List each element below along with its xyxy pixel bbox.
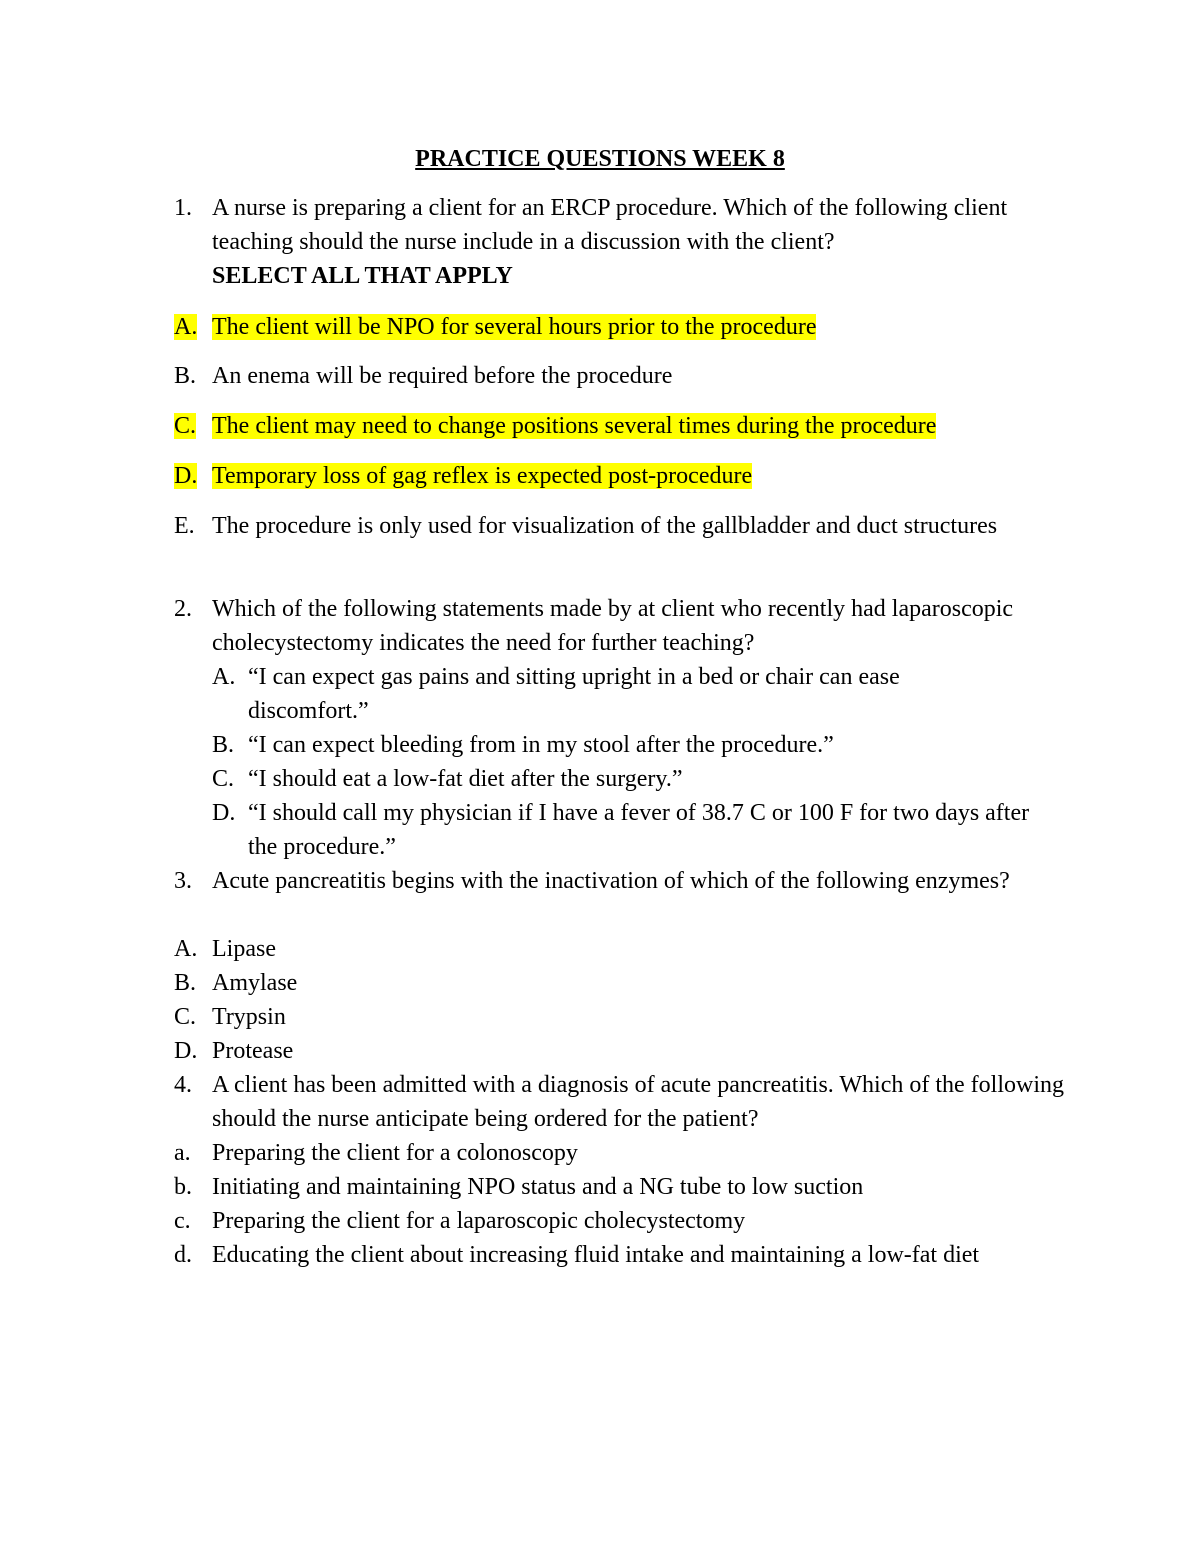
option-text: The procedure is only used for visualization of the gallbladder and duct structures: [212, 513, 998, 539]
option-text: Temporary loss of gag reflex is expected post-procedure: [212, 463, 753, 489]
question-4: [174, 1068, 1074, 1136]
question-text: Which of the following statements made by at client who recently had laparoscopic cholecystectomy indicates the need for further teaching?: [212, 596, 1014, 656]
question-number: 3.: [174, 868, 192, 894]
option-label: d.: [174, 1242, 192, 1268]
option-text: Preparing the client for a laparoscopic cholecystectomy: [212, 1208, 746, 1234]
option-4d: [174, 1238, 1054, 1272]
option-text: Protease: [212, 1038, 294, 1064]
option-1d: [174, 459, 1074, 493]
option-label: b.: [174, 1174, 192, 1200]
option-label: D.: [174, 1038, 198, 1064]
option-text: Amylase: [212, 970, 298, 996]
option-3a: [174, 932, 1074, 966]
option-2c: [212, 762, 1072, 796]
question-number: 2.: [174, 596, 192, 622]
option-label: E.: [174, 513, 195, 539]
option-label: B.: [174, 363, 197, 389]
option-label: C.: [174, 1004, 197, 1030]
page-title: PRACTICE QUESTIONS WEEK 8: [415, 146, 785, 172]
option-label: C.: [212, 766, 235, 792]
question-text: Acute pancreatitis begins with the inactivation of which of the following enzymes?: [212, 868, 1010, 894]
option-label: A.: [212, 664, 236, 690]
option-label: B.: [212, 732, 235, 758]
option-label: c.: [174, 1208, 191, 1234]
question-instruction: SELECT ALL THAT APPLY: [212, 263, 513, 289]
option-1a: [174, 310, 1074, 344]
option-4c: [174, 1204, 1074, 1238]
option-label: D.: [174, 463, 198, 489]
option-text: Initiating and maintaining NPO status and a NG tube to low suction: [212, 1174, 864, 1200]
option-text: “I should call my physician if I have a fever of 38.7 C or 100 F for two days after the procedure.”: [248, 800, 1030, 860]
option-2d: [212, 796, 1052, 864]
option-text: Educating the client about increasing fluid intake and maintaining a low-fat diet: [212, 1242, 980, 1268]
option-1b: [174, 359, 1074, 393]
option-label: C.: [174, 413, 197, 439]
option-2b: [212, 728, 1072, 762]
option-text: “I can expect gas pains and sitting upright in a bed or chair can ease discomfort.”: [248, 664, 900, 724]
option-1c: [174, 409, 1074, 443]
option-4a: [174, 1136, 1074, 1170]
option-3d: [174, 1034, 1074, 1068]
option-label: A.: [174, 314, 198, 340]
option-label: D.: [212, 800, 236, 826]
question-text: A client has been admitted with a diagnosis of acute pancreatitis. Which of the following should the nurse anticipate being ordered for the patient?: [212, 1072, 1064, 1132]
question-2: [174, 592, 1014, 660]
option-label: a.: [174, 1140, 191, 1166]
question-text: A nurse is preparing a client for an ERCP procedure. Which of the following client teaching should the nurse include in a discussion with the client?: [212, 195, 1008, 255]
option-3c: [174, 1000, 1074, 1034]
option-text: An enema will be required before the procedure: [212, 363, 673, 389]
option-3b: [174, 966, 1074, 1000]
option-label: B.: [174, 970, 197, 996]
option-text: Lipase: [212, 936, 276, 962]
question-number: 4.: [174, 1072, 192, 1098]
option-text: Preparing the client for a colonoscopy: [212, 1140, 578, 1166]
question-number: 1.: [174, 195, 192, 221]
option-text: The client will be NPO for several hours prior to the procedure: [212, 314, 817, 340]
question-1: [174, 191, 1074, 293]
option-1e: [174, 509, 1004, 543]
option-4b: [174, 1170, 1074, 1204]
option-label: A.: [174, 936, 198, 962]
option-text: Trypsin: [212, 1004, 286, 1030]
question-3: [174, 864, 1034, 898]
option-2a: [212, 660, 1012, 728]
option-text: “I should eat a low-fat diet after the surgery.”: [248, 766, 683, 792]
option-text: The client may need to change positions several times during the procedure: [212, 413, 937, 439]
option-text: “I can expect bleeding from in my stool after the procedure.”: [248, 732, 834, 758]
